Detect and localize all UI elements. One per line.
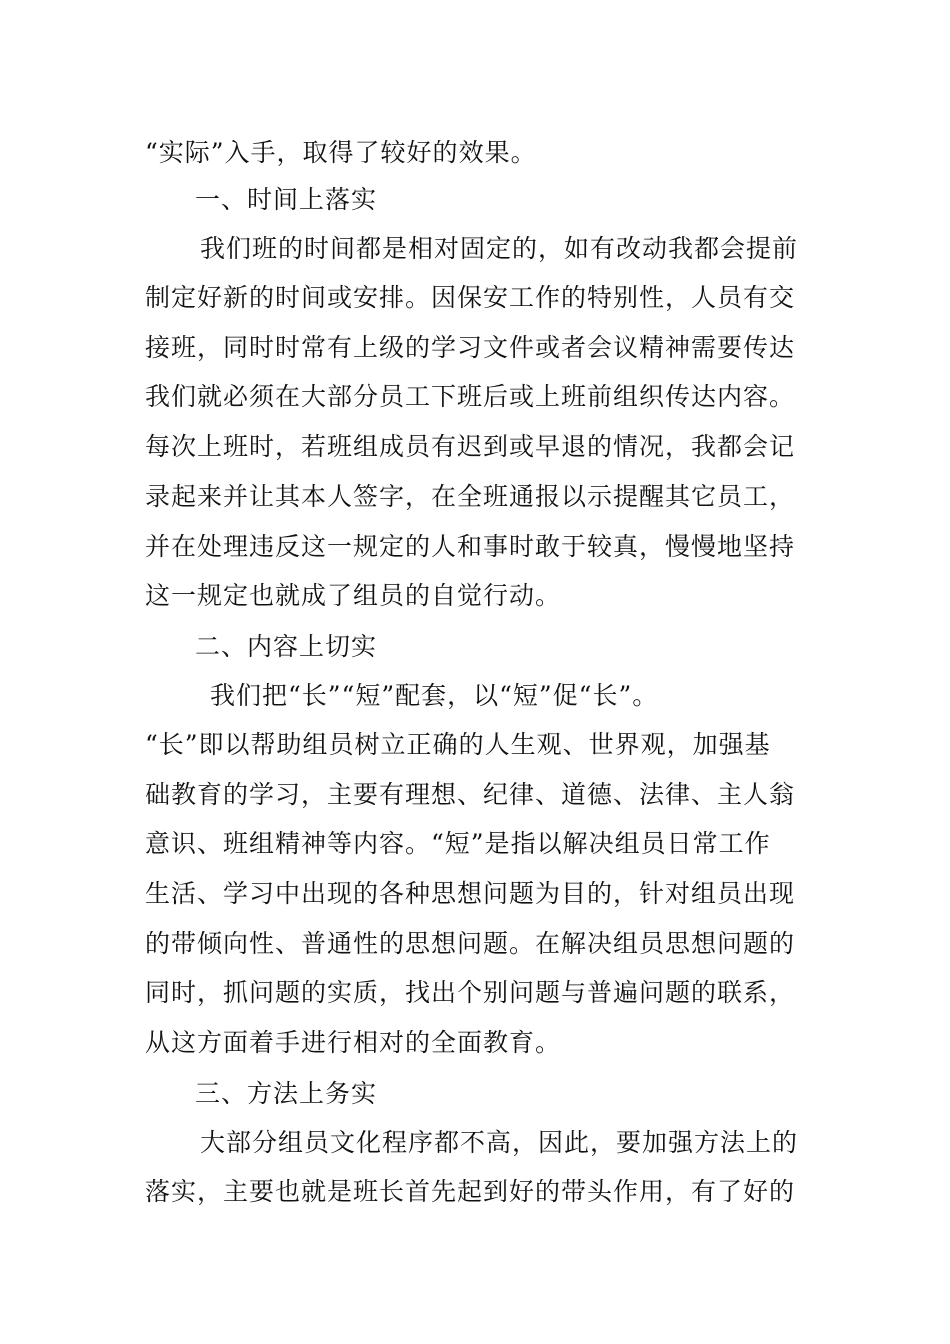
text-line: “实际”入手，取得了较好的效果。	[145, 138, 537, 167]
text-line: 从这方面着手进行相对的全面教育。	[145, 1028, 562, 1057]
text-line: 制定好新的时间或安排。因保安工作的特别性，人员有交	[145, 283, 796, 312]
section-heading: 三、方法上务实	[195, 1079, 378, 1108]
text-line: 生活、学习中出现的各种思想问题为目的，针对组员出现	[145, 879, 796, 908]
text-line: “长”即以帮助组员树立正确的人生观、世界观，加强基	[145, 730, 771, 759]
section-heading: 二、内容上切实	[195, 632, 378, 661]
text-line: 每次上班时，若班组成员有迟到或早退的情况，我都会记	[145, 432, 796, 461]
text-line: 并在处理违反这一规定的人和事时敢于较真，慢慢地坚持	[145, 532, 796, 561]
text-line: 的带倾向性、普通性的思想问题。在解决组员思想问题的	[145, 929, 796, 958]
section-heading: 一、时间上落实	[195, 185, 378, 214]
text-line: 录起来并让其本人签字，在全班通报以示提醒其它员工，	[145, 482, 796, 511]
text-line: 意识、班组精神等内容。“短”是指以解决组员日常工作	[145, 829, 771, 858]
text-line: 我们班的时间都是相对固定的，如有改动我都会提前	[200, 234, 799, 263]
text-line: 我们把“长”“短”配套，以“短”促“长”。	[210, 681, 659, 710]
text-line: 大部分组员文化程序都不高，因此，要加强方法上的	[200, 1128, 799, 1157]
text-line: 础教育的学习，主要有理想、纪律、道德、法律、主人翁	[145, 780, 796, 809]
text-line: 接班，同时时常有上级的学习文件或者会议精神需要传达	[145, 333, 796, 362]
text-line: 落实，主要也就是班长首先起到好的带头作用，有了好的	[145, 1177, 796, 1206]
text-line: 我们就必须在大部分员工下班后或上班前组织传达内容。	[145, 382, 796, 411]
text-line: 这一规定也就成了组员的自觉行动。	[145, 581, 562, 610]
text-line: 同时，抓问题的实质，找出个别问题与普遍问题的联系，	[145, 978, 796, 1007]
